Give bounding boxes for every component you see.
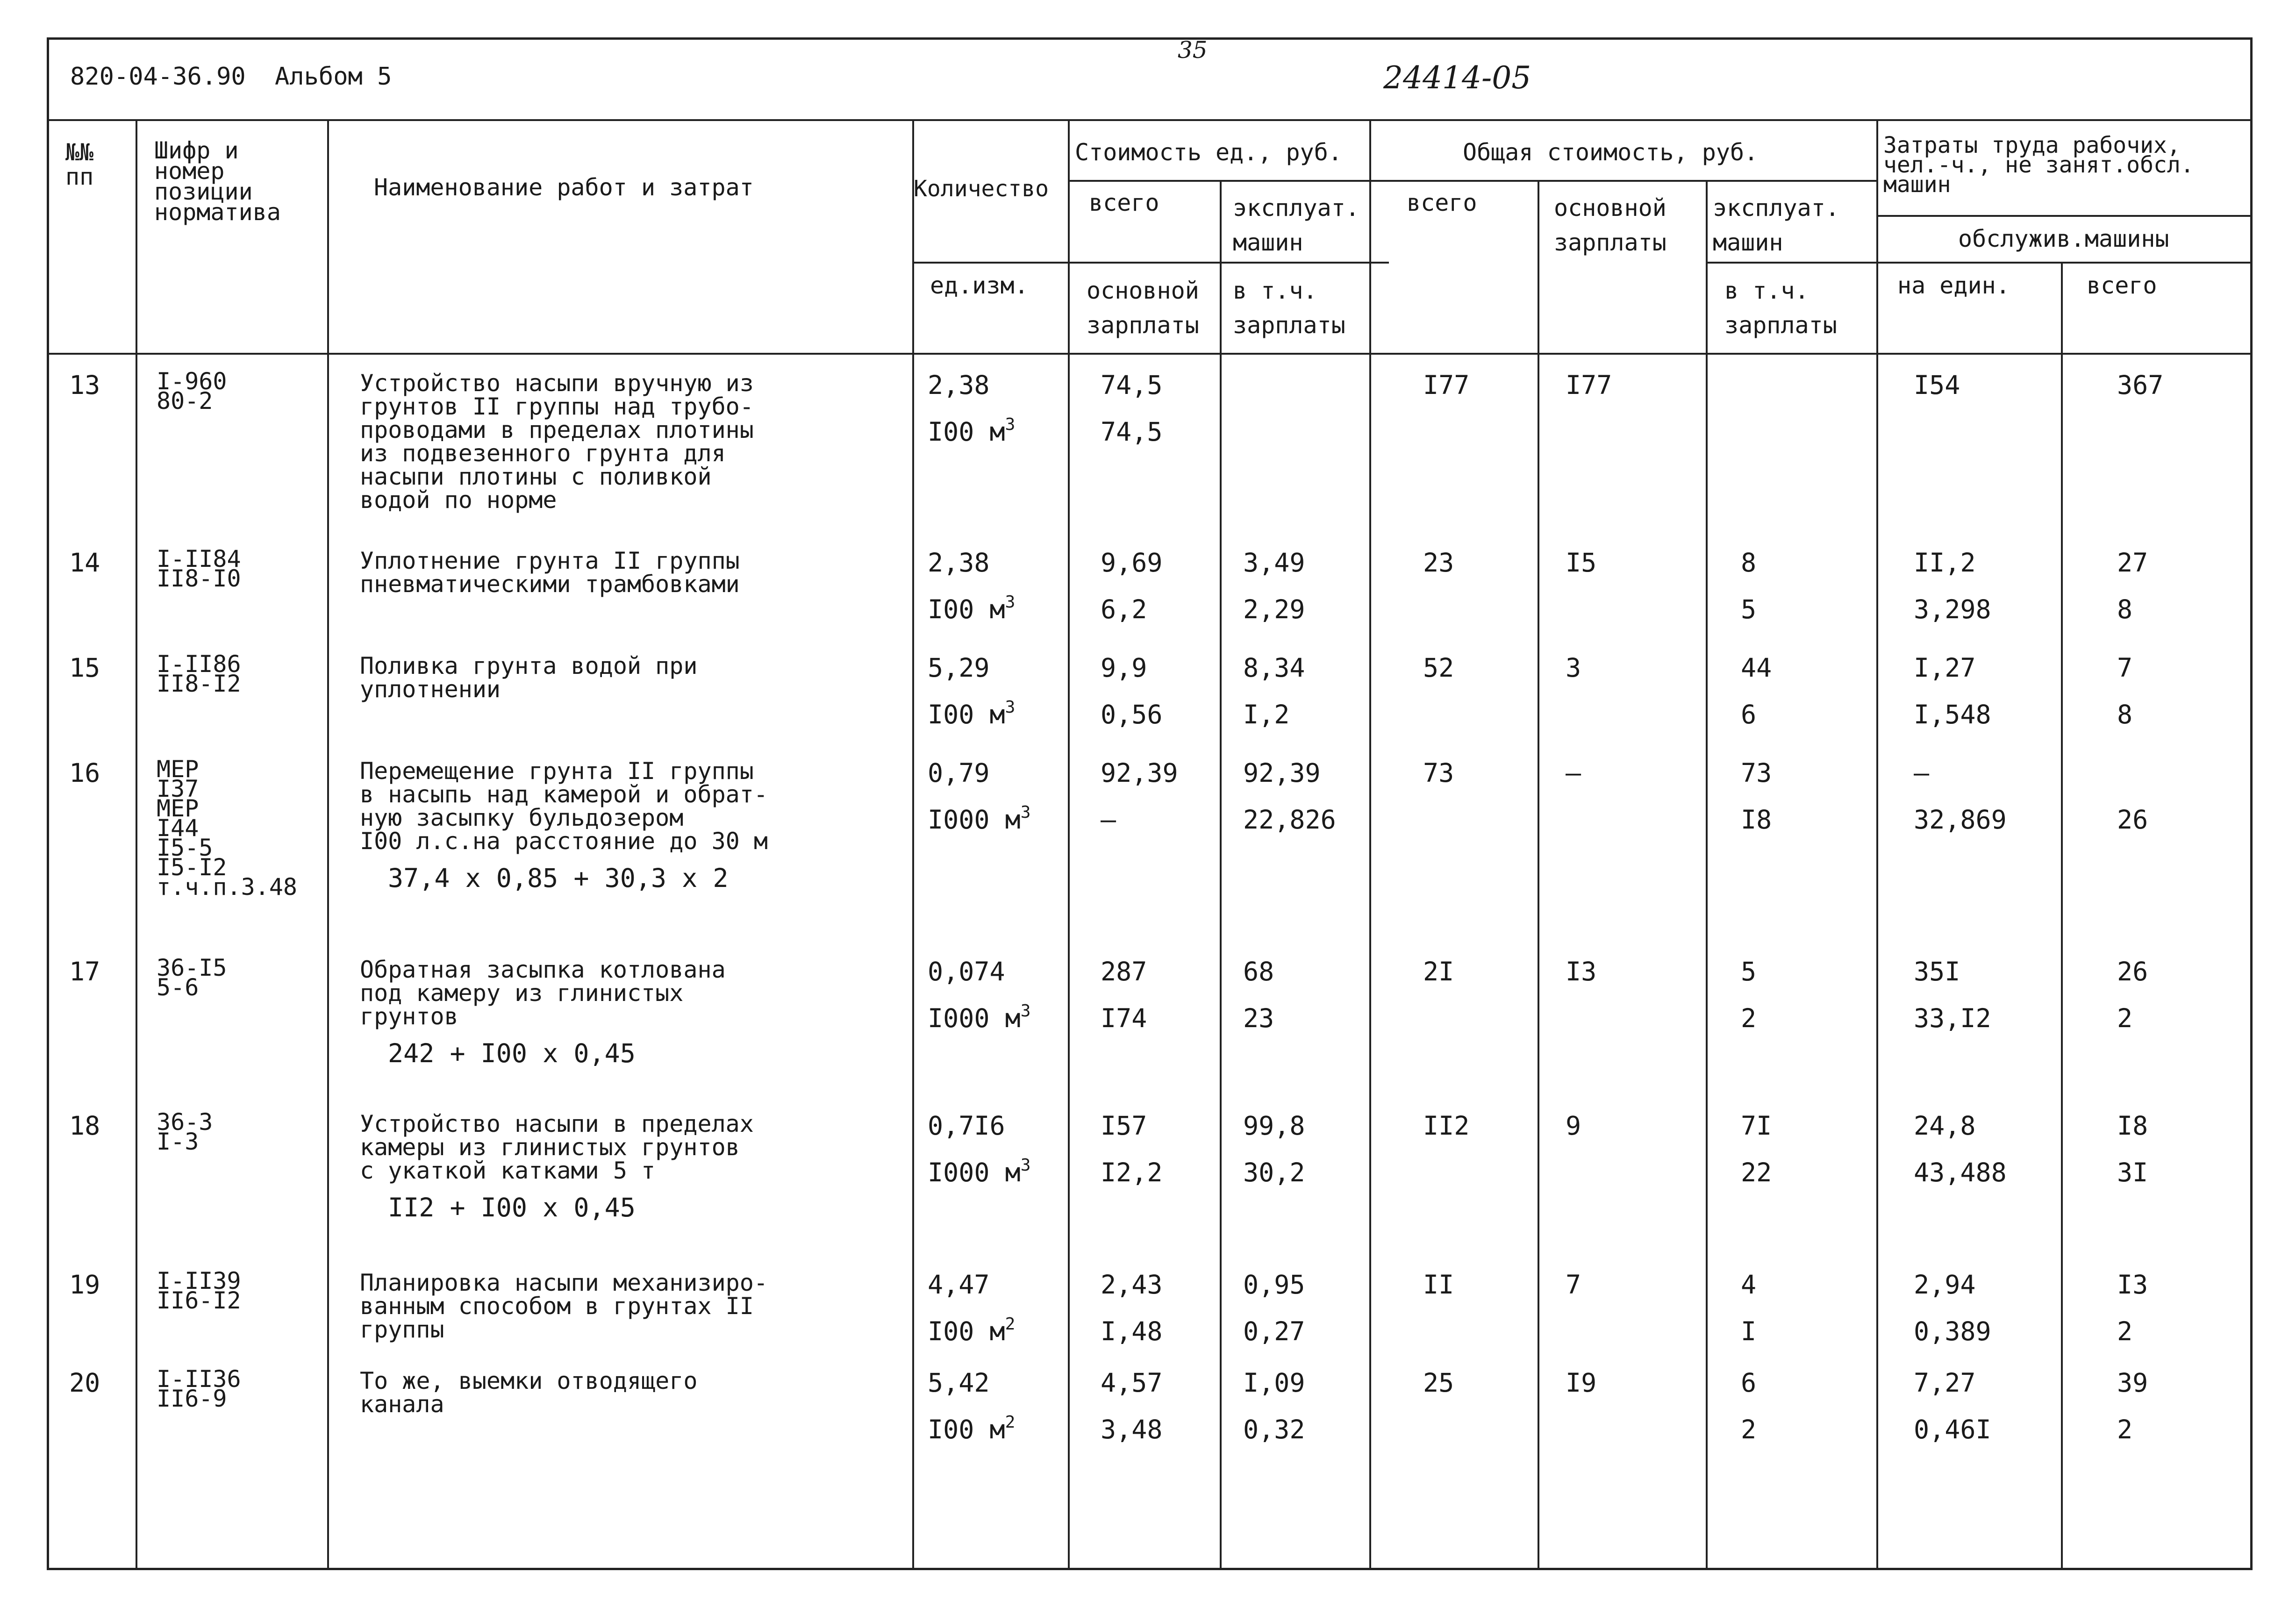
total-machine-wage: 6 — [1741, 700, 1757, 729]
unit-of-measure — [928, 802, 1031, 835]
labor-per-unit: 24,8 — [1914, 1111, 1976, 1141]
row-number: 18 — [69, 1111, 100, 1141]
total-cost: II2 — [1423, 1111, 1470, 1141]
total-machines: 5 — [1741, 957, 1757, 986]
quantity: 4,47 — [928, 1270, 990, 1300]
unit-of-measure — [928, 1314, 1016, 1346]
labor-machine-per-unit: I,548 — [1914, 700, 1991, 729]
unit-cost-total: 9,9 — [1101, 653, 1147, 683]
work-description: Устройство насыпи в пределах камеры из глинистых грунтов с укаткой катками 5 т — [360, 1110, 754, 1184]
unit-cost-wage: 0,56 — [1101, 700, 1163, 729]
work-description: Планировка насыпи механизиро- ванным способом в грунтах II группы — [360, 1269, 768, 1343]
unit-label: I00 м — [928, 594, 1005, 624]
labor-machine-total: 26 — [2117, 805, 2148, 835]
total-machine-wage: I — [1741, 1316, 1757, 1346]
unit-of-measure — [928, 697, 1016, 729]
unit-cost-total: 92,39 — [1101, 758, 1178, 788]
total-machine-wage: I8 — [1741, 805, 1772, 835]
total-cost: 25 — [1423, 1368, 1454, 1398]
work-description: Уплотнение грунта II группы пневматическими трамбовками — [360, 547, 740, 598]
unit-exponent: 3 — [1020, 802, 1031, 822]
unit-cost-machines: 0,95 — [1243, 1270, 1305, 1300]
unit-cost-total: I57 — [1101, 1111, 1147, 1141]
labor-machine-per-unit: 3,298 — [1914, 594, 1991, 624]
total-wage: I5 — [1566, 548, 1597, 578]
labor-machine-per-unit: 33,I2 — [1914, 1003, 1991, 1033]
labor-total: 7 — [2117, 653, 2133, 683]
album-label: Альбом 5 — [275, 63, 392, 91]
total-wage: I77 — [1566, 370, 1612, 400]
unit-label: I00 м — [928, 1415, 1005, 1444]
unit-cost-machines: 8,34 — [1243, 653, 1305, 683]
labor-machine-total: 2 — [2117, 1316, 2133, 1346]
unit-cost-machines: 3,49 — [1243, 548, 1305, 578]
work-description: Перемещение грунта II группы в насыпь над камерой и обрат- ную засыпку бульдозером I00 л.с.на расстояние до 30 м — [360, 758, 768, 855]
header-num: №№ пп — [65, 139, 94, 190]
header-tc-mach: эксплуат. машин — [1713, 194, 1839, 256]
norm-code: 36-3 I-3 — [157, 1108, 213, 1155]
norm-code: I-960 80-2 — [157, 368, 227, 415]
header-labor-sub: обслужив.машины — [1958, 225, 2169, 252]
unit-of-measure — [928, 1412, 1016, 1444]
header-code: Шифр и номер позиции норматива — [154, 137, 281, 226]
total-cost: II — [1423, 1270, 1454, 1300]
labor-per-unit: – — [1914, 758, 1930, 788]
handwritten-code: 24414-05 — [1383, 60, 1531, 96]
unit-label: I000 м — [928, 1003, 1021, 1033]
unit-cost-wage: 3,48 — [1101, 1415, 1163, 1444]
unit-of-measure — [928, 592, 1016, 624]
header-top-rule — [47, 119, 2253, 121]
quantity: 0,79 — [928, 758, 990, 788]
unit-cost-machines: 92,39 — [1243, 758, 1321, 788]
header-labor: Затраты труда рабочих, чел.-ч., не занят.обсл. машин — [1883, 132, 2194, 198]
norm-code: I-II84 II8-I0 — [157, 545, 241, 592]
labor-machine-total: 3I — [2117, 1158, 2148, 1187]
total-wage: 7 — [1566, 1270, 1581, 1300]
norm-code: I-II86 II8-I2 — [157, 650, 241, 697]
calc-formula: II2 + I00 x 0,45 — [388, 1193, 636, 1222]
row-number: 17 — [69, 957, 100, 986]
total-cost: 23 — [1423, 548, 1454, 578]
labor-per-unit: 2,94 — [1914, 1270, 1976, 1300]
unit-label: I000 м — [928, 805, 1021, 835]
unit-cost-wage: I,48 — [1101, 1316, 1163, 1346]
labor-per-unit: 35I — [1914, 957, 1960, 986]
labor-machine-total: 8 — [2117, 700, 2133, 729]
total-machines: 7I — [1741, 1111, 1772, 1141]
total-wage: I3 — [1566, 957, 1597, 986]
unit-cost-machines: 99,8 — [1243, 1111, 1305, 1141]
quantity: 5,29 — [928, 653, 990, 683]
labor-machine-per-unit: 32,869 — [1914, 805, 2007, 835]
labor-machine-total: 8 — [2117, 594, 2133, 624]
labor-machine-per-unit: 43,488 — [1914, 1158, 2007, 1187]
labor-total: I3 — [2117, 1270, 2148, 1300]
unit-exponent: 3 — [1020, 1001, 1031, 1021]
unit-cost-machine-wage: 0,32 — [1243, 1415, 1305, 1444]
quantity: 2,38 — [928, 370, 990, 400]
header-qty: Количество — [914, 176, 1049, 202]
unit-label: I000 м — [928, 1158, 1021, 1187]
unit-cost-total: 287 — [1101, 957, 1147, 986]
header-uc-wage: основной зарплаты — [1087, 277, 1199, 339]
unit-label: I00 м — [928, 700, 1005, 729]
total-wage: I9 — [1566, 1368, 1597, 1398]
header-uc-total: всего — [1089, 189, 1159, 216]
unit-cost-total: 74,5 — [1101, 370, 1163, 400]
labor-per-unit: I54 — [1914, 370, 1960, 400]
total-machine-wage: 22 — [1741, 1158, 1772, 1187]
header-uc-mach: эксплуат. машин — [1233, 194, 1359, 256]
unit-cost-total: 2,43 — [1101, 1270, 1163, 1300]
total-machines: 4 — [1741, 1270, 1757, 1300]
work-description: Устройство насыпи вручную из грунтов II группы над трубо- проводами в пределах плотины из подвезенного грунта для насыпи плотины с поливкой водой по норме — [360, 370, 754, 514]
unit-of-measure — [928, 415, 1016, 447]
work-description: Обратная засыпка котлована под камеру из глинистых грунтов — [360, 956, 726, 1030]
header-uc-mach-wage: в т.ч. зарплаты — [1233, 277, 1345, 339]
labor-machine-total: 2 — [2117, 1003, 2133, 1033]
total-machine-wage: 5 — [1741, 594, 1757, 624]
unit-cost-machines: I,09 — [1243, 1368, 1305, 1398]
unit-cost-machine-wage: 22,826 — [1243, 805, 1336, 835]
total-machines: 6 — [1741, 1368, 1757, 1398]
total-wage: 9 — [1566, 1111, 1581, 1141]
header-labor-total: всего — [2087, 272, 2157, 299]
total-cost: 73 — [1423, 758, 1454, 788]
labor-total: 27 — [2117, 548, 2148, 578]
labor-total: 367 — [2117, 370, 2164, 400]
unit-cost-machine-wage: I,2 — [1243, 700, 1290, 729]
header-unit-cost: Стоимость ед., руб. — [1075, 139, 1342, 166]
unit-exponent: 2 — [1005, 1314, 1016, 1334]
labor-total: I8 — [2117, 1111, 2148, 1141]
labor-machine-per-unit: 0,389 — [1914, 1316, 1991, 1346]
unit-cost-machines: 68 — [1243, 957, 1274, 986]
total-machines: 44 — [1741, 653, 1772, 683]
header-tc-total: всего — [1407, 189, 1477, 216]
calc-formula: 37,4 x 0,85 + 30,3 x 2 — [388, 863, 729, 893]
total-wage: – — [1566, 758, 1581, 788]
quantity: 5,42 — [928, 1368, 990, 1398]
unit-label: I00 м — [928, 417, 1005, 447]
labor-total: 39 — [2117, 1368, 2148, 1398]
row-number: 13 — [69, 370, 100, 400]
norm-code: МЕР I37 МЕР I44 I5-5 I5-I2 т.ч.п.3.48 — [157, 756, 298, 900]
unit-cost-machine-wage: 2,29 — [1243, 594, 1305, 624]
quantity: 0,7I6 — [928, 1111, 1005, 1141]
unit-exponent: 3 — [1005, 697, 1016, 717]
unit-exponent: 3 — [1005, 415, 1016, 434]
row-number: 15 — [69, 653, 100, 683]
unit-cost-wage: I74 — [1101, 1003, 1147, 1033]
unit-exponent: 2 — [1005, 1412, 1016, 1432]
norm-code: I-II39 II6-I2 — [157, 1267, 241, 1314]
labor-per-unit: II,2 — [1914, 548, 1976, 578]
unit-label: I00 м — [928, 1316, 1005, 1346]
total-machines: 8 — [1741, 548, 1757, 578]
unit-of-measure — [928, 1001, 1031, 1033]
unit-cost-wage: 74,5 — [1101, 417, 1163, 447]
work-description: Поливка грунта водой при уплотнении — [360, 652, 698, 703]
unit-cost-total: 4,57 — [1101, 1368, 1163, 1398]
unit-cost-total: 9,69 — [1101, 548, 1163, 578]
labor-total: 26 — [2117, 957, 2148, 986]
header-total-cost: Общая стоимость, руб. — [1463, 139, 1759, 166]
labor-per-unit: I,27 — [1914, 653, 1976, 683]
labor-machine-per-unit: 0,46I — [1914, 1415, 1991, 1444]
calc-formula: 242 + I00 x 0,45 — [388, 1038, 636, 1068]
norm-code: I-II36 II6-9 — [157, 1365, 241, 1412]
unit-of-measure — [928, 1155, 1031, 1187]
total-cost: 2I — [1423, 957, 1454, 986]
row-number: 16 — [69, 758, 100, 788]
header-name: Наименование работ и затрат — [374, 174, 754, 201]
labor-machine-total: 2 — [2117, 1415, 2133, 1444]
unit-cost-machine-wage: 30,2 — [1243, 1158, 1305, 1187]
document-code: 820-04-36.90 — [70, 63, 246, 91]
quantity: 2,38 — [928, 548, 990, 578]
total-machine-wage: 2 — [1741, 1003, 1757, 1033]
unit-exponent: 3 — [1005, 592, 1016, 612]
total-cost: I77 — [1423, 370, 1470, 400]
norm-code: 36-I5 5-6 — [157, 954, 227, 1001]
header-tc-wage: основной зарплаты — [1554, 194, 1667, 256]
total-wage: 3 — [1566, 653, 1581, 683]
header-unit: ед.изм. — [930, 272, 1029, 299]
header-labor-per: на един. — [1897, 272, 2010, 299]
header-tc-mach-wage: в т.ч. зарплаты — [1724, 277, 1837, 339]
total-machines: 73 — [1741, 758, 1772, 788]
total-cost: 52 — [1423, 653, 1454, 683]
unit-cost-machine-wage: 23 — [1243, 1003, 1274, 1033]
unit-cost-machine-wage: 0,27 — [1243, 1316, 1305, 1346]
row-number: 19 — [69, 1270, 100, 1300]
work-description: То же, выемки отводящего канала — [360, 1367, 698, 1418]
total-machine-wage: 2 — [1741, 1415, 1757, 1444]
unit-cost-wage: 6,2 — [1101, 594, 1147, 624]
unit-cost-wage: I2,2 — [1101, 1158, 1163, 1187]
labor-per-unit: 7,27 — [1914, 1368, 1976, 1398]
row-number: 14 — [69, 548, 100, 578]
quantity: 0,074 — [928, 957, 1005, 986]
unit-exponent: 3 — [1020, 1155, 1031, 1175]
page-number: 35 — [1178, 36, 1208, 64]
row-number: 20 — [69, 1368, 100, 1398]
unit-cost-wage: – — [1101, 805, 1116, 835]
